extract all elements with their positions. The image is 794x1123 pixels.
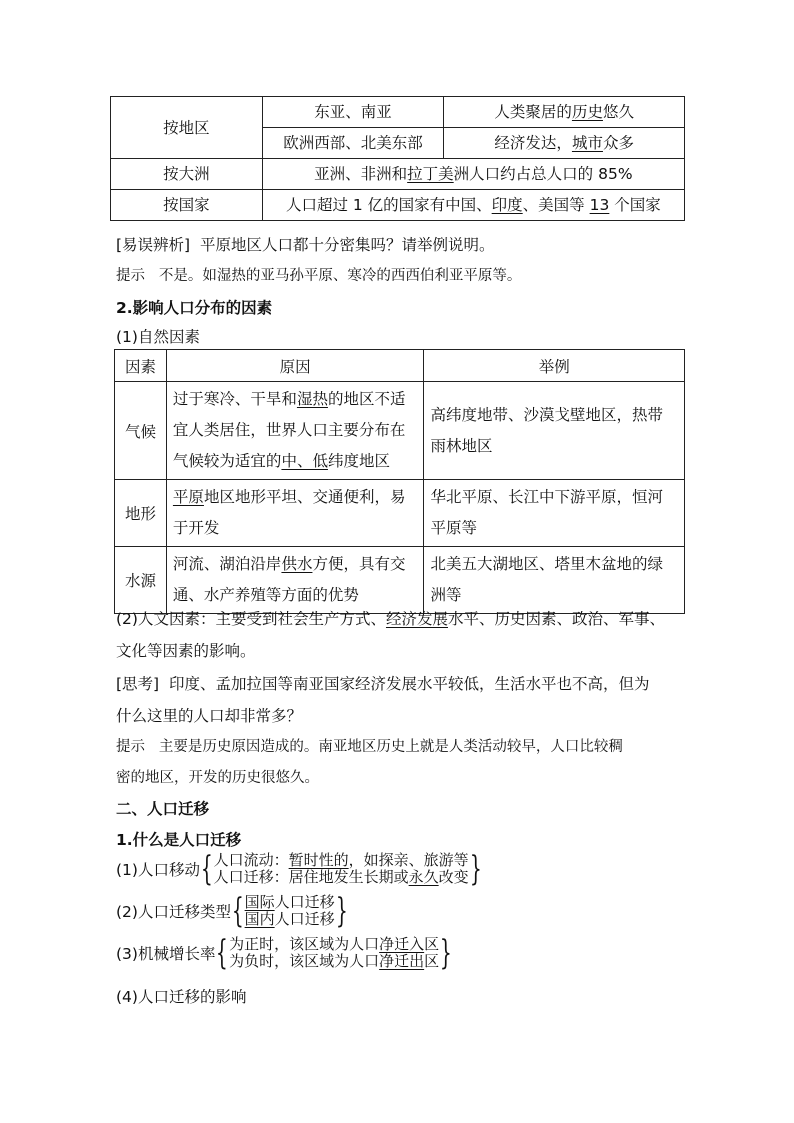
what-is-migration: 1.什么是人口迁移 — [116, 831, 242, 849]
row-label-country: 按国家 — [111, 190, 263, 221]
factor-terrain: 地形 — [115, 480, 167, 547]
factor-climate: 气候 — [115, 382, 167, 480]
tip-1: 提示 不是。如湿热的亚马孙平原、寒冷的西西伯利亚平原等。 — [116, 268, 522, 284]
think-question: [思考] 印度、孟加拉国等南亚国家经济发展水平较低，生活水平也不高，但为 什么这里的人口却非常多？ — [116, 675, 650, 725]
header-example: 举例 — [424, 350, 685, 382]
population-movement: (1)人口移动 { 人口流动：暂时性的，如探亲、旅游等 人口迁移：居住地发生长期或永久改变 } — [116, 849, 482, 889]
cell-continent: 亚洲、非洲和拉丁美洲人口约占总人口的 85% — [262, 159, 684, 190]
reason-climate: 过于寒冷、干旱和湿热的地区不适 宜人类居住，世界人口主要分布在 气候较为适宜的中、低纬度地区 — [166, 382, 424, 480]
example-climate: 高纬度地带、沙漠戈壁地区，热带 雨林地区 — [424, 382, 685, 480]
left-brace-icon: { — [231, 891, 244, 931]
header-factor: 因素 — [115, 350, 167, 382]
error-analysis: [易误辨析] 平原地区人口都十分密集吗？请举例说明。 — [116, 236, 495, 254]
distribution-table — [110, 96, 685, 221]
right-brace-icon: } — [335, 891, 348, 931]
migration-types: (2)人口迁移类型 { 国际人口迁移 国内人口迁移 } — [116, 891, 348, 931]
section-title-migration: 二、人口迁移 — [116, 800, 210, 818]
cell-region-b: 欧洲西部、北美东部 — [262, 128, 444, 159]
example-water: 北美五大湖地区、塔里木盆地的绿 洲等 — [424, 547, 685, 614]
example-terrain: 华北平原、长江中下游平原，恒河 平原等 — [424, 480, 685, 547]
reason-terrain: 平原地区地形平坦、交通便利，易 于开发 — [166, 480, 424, 547]
factor-water: 水源 — [115, 547, 167, 614]
natural-factors-table — [114, 349, 685, 614]
tip-2: 提示 主要是历史原因造成的。南亚地区历史上就是人类活动较早，人口比较稠 密的地区，开发的历史很悠久。 — [116, 739, 623, 786]
cell-country: 人口超过 1 亿的国家有中国、印度、美国等 13 个国家 — [262, 190, 684, 221]
right-brace-icon: } — [469, 849, 482, 889]
right-brace-icon: } — [440, 933, 452, 973]
migration-impact: (4)人口迁移的影响 — [116, 988, 247, 1006]
left-brace-icon: { — [216, 933, 229, 973]
section-title-factors: 2.影响人口分布的因素 — [116, 299, 273, 317]
row-label-continent: 按大洲 — [111, 159, 263, 190]
reason-water: 河流、湖泊沿岸供水方便，具有交 通、水产养殖等方面的优势 — [166, 547, 424, 614]
natural-factors-title: (1)自然因素 — [116, 328, 200, 346]
cell-desc-a: 人类聚居的历史悠久 — [444, 97, 685, 128]
human-factors: (2)人文因素：主要受到社会生产方式、经济发展水平、历史因素、政治、军事、 文化等因素的影响。 — [116, 610, 665, 660]
cell-region-a: 东亚、南亚 — [262, 97, 444, 128]
row-label-region: 按地区 — [111, 97, 263, 159]
mechanical-growth-rate: (3)机械增长率 { 为正时，该区域为人口净迁入区 为负时，该区域为人口净迁出区 } — [116, 933, 452, 973]
cell-desc-b: 经济发达，城市众多 — [444, 128, 685, 159]
header-reason: 原因 — [166, 350, 424, 382]
left-brace-icon: { — [200, 849, 213, 889]
